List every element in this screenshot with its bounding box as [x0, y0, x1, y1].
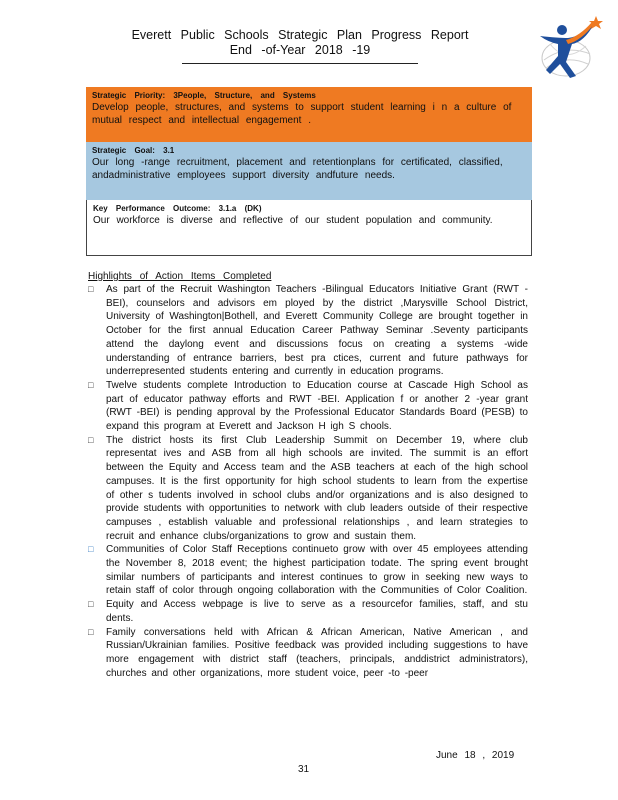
key-performance-outcome-heading: Key Performance Outcome: 3.1.a (DK) — [93, 204, 262, 213]
list-item-text: Communities of Color Staff Receptions continueto grow with over 45 employees attending the November 8, 2018 event; the highest participation todate. The spring event brought similar numbers of participants and interest continues to grow in seeking new ways to retain staff of color through ongoing collaboration with the Communities of Color Coalition. — [106, 544, 528, 597]
district-logo-icon — [536, 14, 604, 84]
list-item-text: As part of the Recruit Washington Teachers -Bilingual Educators Initiative Grant (RWT -BEI), counselors and advisors em ployed by the district ,Marysville School District, University of Washington|Bothell, and Everett Community College are brought together in October for the first annual Education Career Pathway Seminar .Seventy participants attend the daylong event and discussions focus on creating a systems -wide understanding of entrance barriers, best pra ctices, current and future pathways for underrepresented students entering and currently in education programs. — [106, 284, 528, 378]
strategic-goal-text: Our long -range recruitment, placement and retentionplans for certificated, classified, andadministrative employees support diversity andfuture needs. — [92, 157, 503, 181]
key-performance-outcome-text: Our workforce is diverse and reflective of our student population and community. — [93, 215, 493, 226]
strategic-priority-text: Develop people, structures, and systems to support student learning i n a culture of mutual respect and intellectual engagement . — [92, 102, 512, 126]
strategic-goal-box — [86, 142, 532, 200]
key-performance-outcome-box — [86, 200, 532, 256]
page-number: 31 — [298, 764, 310, 775]
list-item-text: Equity and Access webpage is live to serve as a resourcefor families, staff, and stu dents. — [106, 599, 528, 624]
list-item — [88, 543, 528, 598]
report-title-line2: End -of-Year 2018 -19 — [229, 43, 371, 57]
highlights-section — [88, 270, 528, 680]
list-item-text: Family conversations held with African & African American, Native American , and Russian/Ukrainian families. Positive feedback was provided including suggestions to have more engagement with district staff (teachers, principals, anddistrict administrators), churches and other organizations, more student voice, peer -to -peer — [106, 626, 528, 679]
bullet-icon: □ — [88, 284, 94, 294]
report-title — [60, 28, 540, 58]
list-item — [88, 626, 528, 681]
report-date: June 18 , 2019 — [436, 750, 515, 761]
highlights-title: Highlights of Action Items Completed — [88, 271, 272, 282]
strategic-goal-heading: Strategic Goal: 3.1 — [92, 146, 175, 155]
bullet-icon: □ — [88, 379, 94, 390]
list-item-text: Twelve students complete Introduction to Education course at Cascade High School as part of educator pathway efforts and RWT -BEI. Application f or another 2 -year grant (RWT -BEI) is pending approval by the Professional Educator Standards Board (PESB) to expand this program at Everett and Jackson H igh S chools. — [106, 379, 528, 433]
highlights-list — [88, 283, 528, 680]
strategic-priority-box — [86, 87, 532, 142]
list-item — [88, 379, 528, 434]
bullet-icon: □ — [88, 434, 94, 445]
list-item — [88, 598, 528, 625]
bullet-icon: □ — [88, 544, 94, 555]
title-underline — [182, 63, 418, 64]
strategic-priority-heading: Strategic Priority: 3People, Structure, and Systems — [92, 91, 316, 100]
list-item — [88, 434, 528, 544]
list-item-text: The district hosts its first Club Leadership Summit on December 19, where club representat ives and ASB from all high schools are invited. The summit is an effort between the Equity and Access team and the ASB teachers at each of the high school campuses. It is the first opportunity for high school students to learn from the expertise of other s tudents involved in school clubs and/or organizations and is also designed to provide students with opportunities to network with club leaders outside of their respective campuses , establish valuable and professional relationships , and learn strategies to recruit and enhance clubs/organizations to grow and sustain them. — [106, 434, 528, 542]
bullet-icon: □ — [88, 599, 94, 610]
list-item — [88, 283, 528, 379]
bullet-icon: □ — [88, 626, 94, 637]
report-title-line1: Everett Public Schools Strategic Plan Progress Report — [131, 28, 469, 42]
